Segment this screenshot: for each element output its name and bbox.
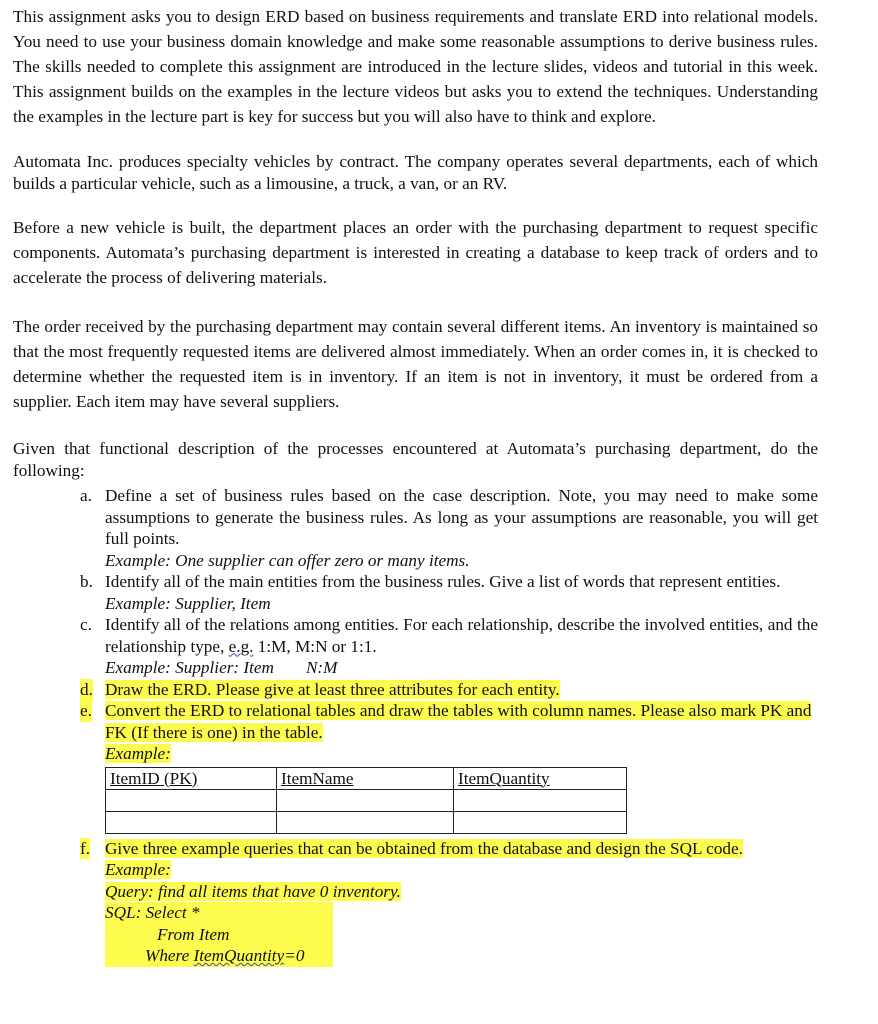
table-header-cell bbox=[277, 767, 454, 789]
example-sql bbox=[105, 902, 333, 967]
table-cell bbox=[106, 811, 277, 833]
task-text: Convert the ERD to relational tables and draw the tables with column names. Please also mark PK and FK (If there is one) in the table. bbox=[105, 701, 812, 742]
task-example: Example: One supplier can offer zero or many items. bbox=[105, 550, 470, 570]
task-label: c. bbox=[80, 615, 92, 634]
sql-from: From Item bbox=[157, 924, 230, 944]
task-text-part: 1:M, M:N or 1:1. bbox=[253, 636, 377, 656]
table-header-cell bbox=[106, 767, 277, 789]
intro-paragraph: This assignment asks you to design ERD based on business requirements and translate ERD into relational models. You need to use your business domain knowledge and make some reasonable assumptions to derive business rules. The skills needed to complete this assignment are introduced in the lecture slides, videos and tutorial in this week. This assignment builds on the examples in the lecture videos but asks you to extend the techniques. Understanding the examples in the lecture part is key for success but you will also have to think and explore. bbox=[13, 7, 818, 126]
task-list bbox=[13, 485, 818, 967]
task-text: Give three example queries that can be obtained from the database and design the SQL code. bbox=[105, 838, 743, 858]
orders-paragraph: Before a new vehicle is built, the department places an order with the purchasing department to request specific components. Automata’s purchasing department is interested in creating a database to keep track of orders and to accelerate the process of delivering materials. bbox=[13, 218, 818, 287]
table-cell bbox=[454, 789, 627, 811]
table-cell bbox=[106, 789, 277, 811]
table-row bbox=[106, 789, 627, 811]
task-text: Draw the ERD. Please give at least three attributes for each entity. bbox=[105, 679, 560, 699]
column-name: ItemID bbox=[110, 768, 160, 788]
table-header-row bbox=[106, 767, 627, 789]
table-cell bbox=[454, 811, 627, 833]
task-example bbox=[105, 657, 818, 679]
task-text: Define a set of business rules based on the case description. Note, you may need to make some assumptions to generate the business rules. As long as your assumptions are reasonable, you will get full points. bbox=[105, 486, 818, 548]
task-e bbox=[13, 700, 818, 834]
task-text: Identify all of the main entities from the business rules. Give a list of words that represent entities. bbox=[105, 572, 781, 591]
task-text-part: Identify all of the relations among entities. For each relationship, describe the involved entities, and the relationship type, bbox=[105, 615, 818, 656]
example-query: Query: find all items that have 0 inventory. bbox=[105, 881, 401, 901]
instructions-paragraph: Given that functional description of the processes encountered at Automata’s purchasing department, do the following: bbox=[13, 439, 818, 480]
task-example: Example: bbox=[105, 860, 171, 879]
task-example: Example: bbox=[105, 744, 171, 763]
task-label: e. bbox=[80, 701, 92, 720]
sql-where: Where ItemQuantity=0 bbox=[145, 946, 305, 965]
task-f bbox=[13, 838, 818, 967]
table-header-cell bbox=[454, 767, 627, 789]
task-c bbox=[13, 614, 818, 679]
company-paragraph: Automata Inc. produces specialty vehicles by contract. The company operates several departments, each of which builds a particular vehicle, such as a limousine, a truck, a van, or an RV. bbox=[13, 152, 818, 193]
task-label: d. bbox=[80, 679, 93, 699]
table-row bbox=[106, 811, 627, 833]
example-relationship-type: N:M bbox=[305, 658, 338, 677]
eg-abbrev: e.g. bbox=[228, 636, 254, 656]
task-text bbox=[105, 614, 818, 657]
task-d bbox=[13, 679, 818, 701]
task-a bbox=[13, 485, 818, 571]
column-name: ItemName bbox=[281, 768, 354, 788]
inventory-paragraph: The order received by the purchasing department may contain several different items. An inventory is maintained so that the most frequently requested items are delivered almost immediately. When an order comes in, it is checked to determine whether the requested item is in inventory. If an item is not in inventory, it must be ordered from a supplier. Each item may have several suppliers. bbox=[13, 317, 818, 411]
assignment-page bbox=[13, 4, 818, 967]
task-example: Example: Supplier, Item bbox=[105, 593, 271, 613]
example-table bbox=[105, 767, 627, 834]
task-b bbox=[13, 571, 818, 614]
task-label: a. bbox=[80, 486, 92, 505]
column-key: (PK) bbox=[159, 768, 198, 788]
example-entities: Example: Supplier: Item bbox=[105, 658, 274, 677]
table-cell bbox=[277, 811, 454, 833]
column-name: ItemQuantity bbox=[458, 768, 550, 788]
task-label: f. bbox=[80, 838, 91, 858]
table-cell bbox=[277, 789, 454, 811]
sql-field: ItemQuantity bbox=[193, 946, 285, 965]
task-label: b. bbox=[80, 572, 93, 591]
sql-select: SQL: Select * bbox=[105, 903, 200, 922]
